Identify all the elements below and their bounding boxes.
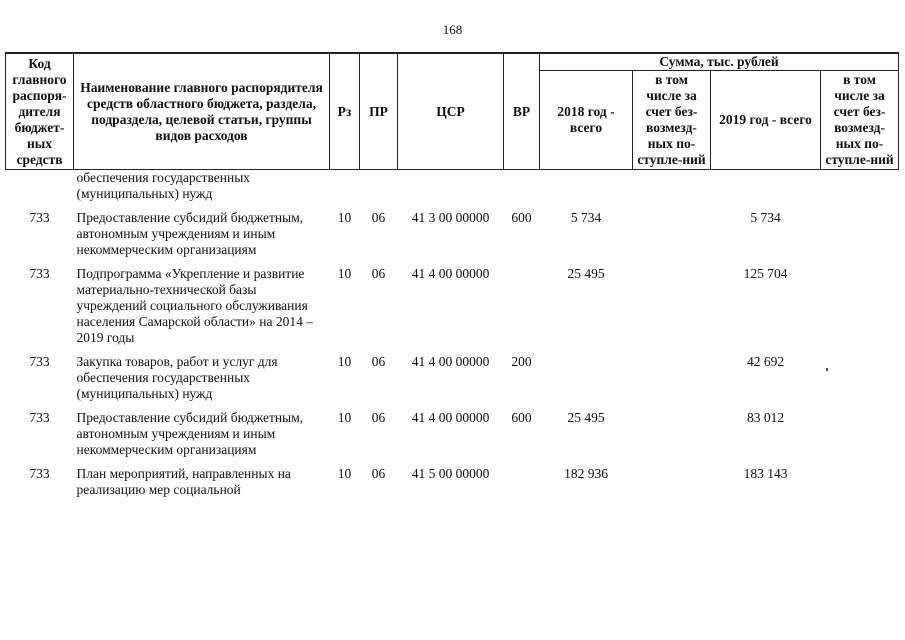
row-sum-2018-free [633,410,711,466]
row-sum-2019-free [821,170,899,211]
row-sum-2019-free [821,466,899,506]
row-name: Предоставление субсидий бюджетным, автономным учреждениям и иным некоммерческим организациям [76,410,304,457]
table-row [6,210,899,266]
row-name: обеспечения государственных (муниципальных) нужд [76,170,251,201]
scan-speck [826,368,828,371]
row-sum-2018-free [633,210,711,266]
row-pr [360,170,398,211]
row-sum-2019: 125 704 [743,266,788,281]
row-name: Предоставление субсидий бюджетным, автономным учреждениям и иным некоммерческим организациям [76,210,304,257]
row-sum-2018-free [633,170,711,211]
row-vr: 200 [511,354,532,369]
header-name: Наименование главного распорядителя средств областного бюджета, раздела, подраздела, целевой статьи, группы видов расходов [74,53,330,170]
table-row [6,466,899,506]
row-vr [504,466,540,506]
table-row [6,170,899,211]
row-code: 733 [29,266,50,281]
table-row [6,266,899,354]
row-sum-2018-free [633,266,711,354]
header-2018-total: 2018 год - всего [540,71,633,170]
header-code: Код главного распоря-дителя бюджет-ных средств [6,53,74,170]
row-sum-2019: 183 143 [743,466,788,481]
row-csr: 41 4 00 00000 [411,410,490,425]
table-header [6,53,899,170]
row-pr: 06 [371,410,386,425]
row-sum-2019 [711,170,821,211]
row-rz: 10 [337,466,352,481]
row-rz: 10 [337,410,352,425]
header-2019-total: 2019 год - всего [711,71,821,170]
table-row [6,410,899,466]
header-2018-free: в том числе за счет без-возмезд-ных по-ступле-ний [633,71,711,170]
row-sum-2018 [540,170,633,211]
row-name: План мероприятий, направленных на реализацию мер социальной [76,466,291,497]
row-sum-2018 [540,354,633,410]
row-vr: 600 [511,210,532,225]
row-sum-2019-free [821,210,899,266]
header-vr: ВР [504,53,540,170]
row-vr: 600 [511,410,532,425]
row-vr [504,170,540,211]
header-sum-group: Сумма, тыс. рублей [540,53,899,71]
row-sum-2018: 182 936 [564,466,608,481]
row-code: 733 [29,466,50,481]
row-rz: 10 [337,266,352,281]
budget-table [5,52,899,506]
row-vr [504,266,540,354]
row-sum-2018: 5 734 [570,210,602,225]
header-2019-free: в том числе за счет без-возмезд-ных по-ступле-ний [821,71,899,170]
row-name: Подпрограмма «Укрепление и развитие материально-технической базы учреждений социального обслуживания населения Самарской области» на 2014 – 2019 годы [76,266,314,345]
row-code: 733 [29,354,50,369]
row-sum-2018: 25 495 [567,266,605,281]
row-sum-2019-free [821,354,899,410]
row-pr: 06 [371,266,386,281]
header-pr: ПР [360,53,398,170]
row-csr: 41 4 00 00000 [411,354,490,369]
row-sum-2019: 83 012 [746,410,785,425]
row-code: 733 [29,410,50,425]
table-row [6,354,899,410]
row-csr: 41 3 00 00000 [411,210,490,225]
row-sum-2019: 42 692 [746,354,785,369]
row-sum-2018-free [633,466,711,506]
row-sum-2019: 5 734 [750,210,781,225]
row-rz: 10 [337,210,352,225]
row-pr: 06 [371,466,386,481]
row-rz: 10 [337,354,352,369]
row-sum-2018-free [633,354,711,410]
row-sum-2019-free [821,410,899,466]
row-code: 733 [29,210,50,225]
row-pr: 06 [371,354,386,369]
row-csr [398,170,504,211]
page-number: 168 [442,22,463,37]
header-rz: Рз [330,53,360,170]
row-code [6,170,74,211]
row-csr: 41 4 00 00000 [411,266,490,281]
header-csr: ЦСР [398,53,504,170]
row-pr: 06 [371,210,386,225]
table-body [6,170,899,507]
row-name: Закупка товаров, работ и услуг для обеспечения государственных (муниципальных) нужд [76,354,278,401]
row-csr: 41 5 00 00000 [411,466,490,481]
row-rz [330,170,360,211]
row-sum-2019-free [821,266,899,354]
row-sum-2018: 25 495 [567,410,605,425]
